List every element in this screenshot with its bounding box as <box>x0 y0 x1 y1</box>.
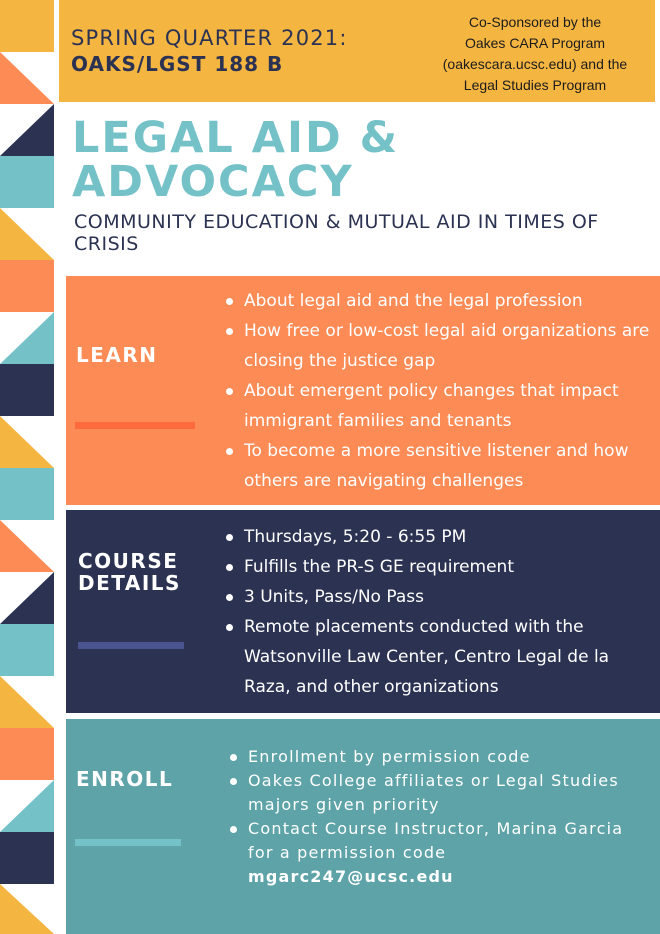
learn-list <box>224 286 656 496</box>
list-item: About emergent policy changes that impact immigrant families and tenants <box>224 376 656 436</box>
sponsor-line: (oakescara.ucsc.edu) and the <box>442 56 628 72</box>
list-item: 3 Units, Pass/No Pass <box>224 582 656 612</box>
learn-panel <box>66 276 660 505</box>
list-item <box>228 817 648 889</box>
sponsor-line: Oakes CARA Program <box>464 35 606 51</box>
sponsor-line: Legal Studies Program <box>463 77 607 93</box>
page-title <box>72 113 400 207</box>
heading-line: DETAILS <box>78 571 181 595</box>
list-item: About legal aid and the legal profession <box>224 286 656 316</box>
sponsor-line: Co-Sponsored by the <box>468 14 602 30</box>
instructor-email[interactable]: mgarc247@ucsc.edu <box>248 867 454 886</box>
decorative-geometric-strip <box>0 0 54 934</box>
list-item: Enrollment by permission code <box>228 745 648 769</box>
course-details-list <box>224 522 656 702</box>
header-banner <box>59 0 655 102</box>
course-divider <box>78 642 184 649</box>
list-item: Remote placements conducted with the Watsonville Law Center, Centro Legal de la Raza, and other organizations <box>224 612 656 702</box>
course-details-panel <box>66 510 660 713</box>
contact-text: Contact Course Instructor, Marina Garcia for a permission code <box>248 819 624 862</box>
list-item: Oakes College affiliates or Legal Studies majors given priority <box>228 769 648 817</box>
title-line: ADVOCACY <box>72 157 354 207</box>
list-item: How free or low-cost legal aid organizations are closing the justice gap <box>224 316 656 376</box>
learn-heading: LEARN <box>76 343 158 367</box>
page-subtitle: COMMUNITY EDUCATION & MUTUAL AID IN TIMES OF CRISIS <box>74 211 599 255</box>
learn-divider <box>75 422 195 429</box>
enroll-panel <box>66 719 660 934</box>
quarter-label: SPRING QUARTER 2021: <box>71 26 348 50</box>
course-code: OAKS/LGST 188 B <box>71 52 284 76</box>
enroll-list <box>228 745 648 889</box>
heading-line: COURSE <box>78 549 179 573</box>
course-details-heading <box>78 550 181 594</box>
title-line: LEGAL AID & <box>72 113 400 163</box>
enroll-divider <box>75 839 181 846</box>
list-item: Fulfills the PR-S GE requirement <box>224 552 656 582</box>
list-item: Thursdays, 5:20 - 6:55 PM <box>224 522 656 552</box>
list-item: To become a more sensitive listener and how others are navigating challenges <box>224 436 656 496</box>
sponsor-note <box>421 12 649 96</box>
enroll-heading: ENROLL <box>76 767 174 791</box>
